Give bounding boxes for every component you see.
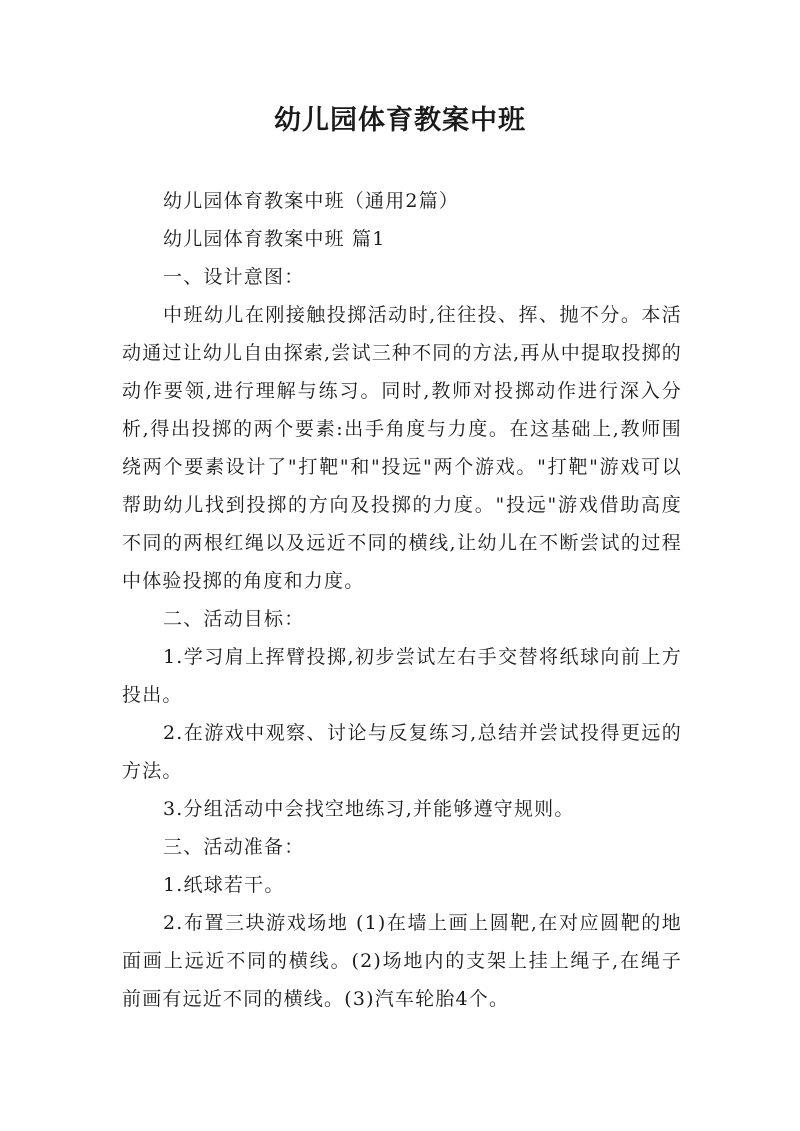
document-body: [122, 182, 682, 1018]
heading-design-intent: 一、设计意图：: [163, 266, 305, 288]
goal-item-1: 1.学习肩上挥臂投掷,初步尝试左右手交替将纸球向前上方投出。: [122, 646, 682, 706]
document-title: 幼儿园体育教案中班: [274, 105, 526, 136]
goal-item-3: 3.分组活动中会找空地练习,并能够遵守规则。: [163, 798, 575, 820]
paragraph-design-intent: 中班幼儿在刚接触投掷活动时,往往投、挥、抛不分。本活动通过让幼儿自由探索,尝试三种不同的方法,再从中提取投掷的动作要领,进行理解与练习。同时,教师对投掷动作进行深入分析,得出投掷的两个要素:出手角度与力度。在这基础上,教师围绕两个要素设计了"打靶"和"投远"两个游戏。"打靶"游戏可以帮助幼儿找到投掷的方向及投掷的力度。"投远"游戏借助高度不同的两根红绳以及远近不同的横线,让幼儿在不断尝试的过程中体验投掷的角度和力度。: [122, 304, 682, 592]
preparation-item-2: 2.布置三块游戏场地 (1)在墙上画上圆靶,在对应圆靶的地面画上远近不同的横线。(2)场地内的支架上挂上绳子,在绳子前画有远近不同的横线。(3)汽车轮胎4个。: [122, 912, 682, 1010]
heading-activity-goals: 二、活动目标：: [163, 608, 305, 630]
preparation-item-1: 1.纸球若干。: [163, 874, 285, 896]
subtitle: 幼儿园体育教案中班（通用2篇）: [163, 190, 460, 212]
heading-activity-preparation: 三、活动准备：: [163, 836, 305, 858]
section-heading-part-1: 幼儿园体育教案中班 篇1: [163, 228, 386, 250]
goal-item-2: 2.在游戏中观察、讨论与反复练习,总结并尝试投得更远的方法。: [122, 722, 682, 782]
